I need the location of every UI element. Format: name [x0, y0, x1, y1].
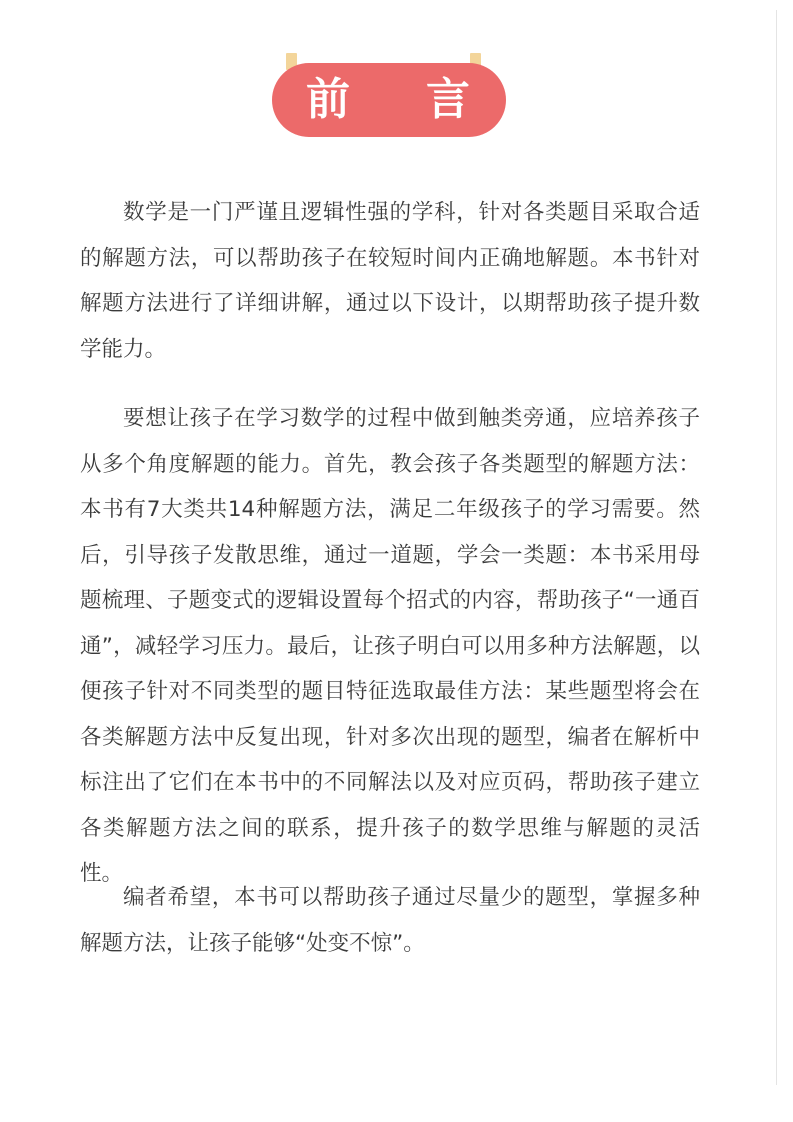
title-badge: [272, 63, 506, 137]
preface-paragraph-3: 编者希望，本书可以帮助孩子通过尽量少的题型，掌握多种解题方法，让孩子能够“处变不惊”。: [80, 885, 700, 956]
preface-paragraph-1: 数学是一门严谨且逻辑性强的学科，针对各类题目采取合适的解题方法，可以帮助孩子在较短时间内正确地解题。本书针对解题方法进行了详细讲解，通过以下设计，以期帮助孩子提升数学能力。: [80, 200, 700, 362]
preface-paragraph-2: 要想让孩子在学习数学的过程中做到触类旁通，应培养孩子从多个角度解题的能力。首先，教会孩子各类题型的解题方法：本书有7大类共14种解题方法，满足二年级孩子的学习需要。然后，引导孩子发散思维，通过一道题，学会一类题：本书采用母题梳理、子题变式的逻辑设置每个招式的内容，帮助孩子“一通百通”，减轻学习压力。最后，让孩子明白可以用多种方法解题，以便孩子针对不同类型的题目特征选取最佳方法：某些题型将会在各类解题方法中反复出现，针对多次出现的题型，编者在解析中标注出了它们在本书中的不同解法以及对应页码，帮助孩子建立各类解题方法之间的联系，提升孩子的数学思维与解题的灵活性。: [80, 406, 700, 886]
page-title-char-1: 前: [306, 74, 350, 125]
page-title-char-2: 言: [426, 74, 470, 125]
page-edge-line: [776, 10, 777, 1085]
